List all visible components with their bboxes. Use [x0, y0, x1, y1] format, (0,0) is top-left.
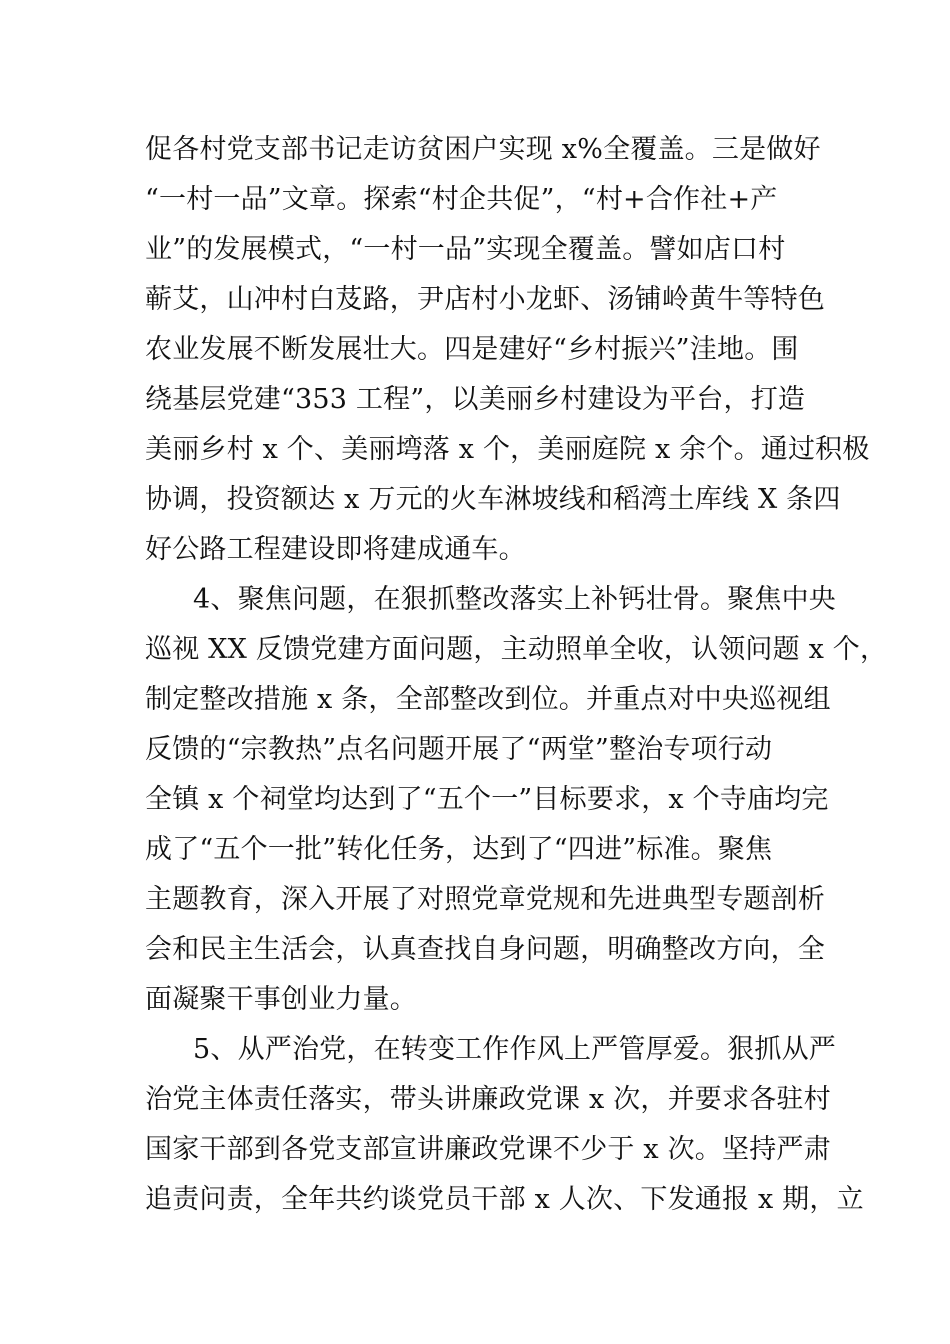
paragraph-5-first-line: 5、从严治党，在转变工作作风上严管厚爱。狠抓从严: [193, 1034, 836, 1065]
text-line: 业”的发展模式，“一村一品”实现全覆盖。譬如店口村: [145, 234, 786, 265]
text-line: 巡视 XX 反馈党建方面问题，主动照单全收，认领问题 x 个，: [145, 634, 888, 665]
text-line: “一村一品”文章。探索“村企共促”，“村+合作社+产: [145, 184, 778, 215]
text-line: 反馈的“宗教热”点名问题开展了“两堂”整治专项行动: [145, 734, 773, 765]
text-line: 全镇 x 个祠堂均达到了“五个一”目标要求，x 个寺庙均完: [145, 784, 829, 815]
text-line: 面凝聚干事创业力量。: [145, 984, 417, 1015]
text-line: 成了“五个一批”转化任务，达到了“四进”标准。聚焦: [145, 834, 773, 865]
text-line: 治党主体责任落实，带头讲廉政党课 x 次，并要求各驻村: [145, 1084, 831, 1115]
text-line: 主题教育，深入开展了对照党章党规和先进典型专题剖析: [145, 884, 825, 915]
text-line: 好公路工程建设即将建成通车。: [145, 534, 526, 565]
paragraph-4-first-line: 4、聚焦问题，在狠抓整改落实上补钙壮骨。聚焦中央: [193, 584, 836, 615]
text-line: 国家干部到各党支部宣讲廉政党课不少于 x 次。坚持严肃: [145, 1134, 831, 1165]
text-line: 会和民主生活会，认真查找自身问题，明确整改方向，全: [145, 934, 825, 965]
text-line: 蕲艾，山冲村白芨路，尹店村小龙虾、汤铺岭黄牛等特色: [145, 284, 825, 315]
text-line: 追责问责，全年共约谈党员干部 x 人次、下发通报 x 期，立: [145, 1184, 864, 1215]
text-line: 制定整改措施 x 条，全部整改到位。并重点对中央巡视组: [145, 684, 831, 715]
text-line: 美丽乡村 x 个、美丽塆落 x 个，美丽庭院 x 余个。通过积极: [145, 434, 870, 465]
text-line: 农业发展不断发展壮大。四是建好“乡村振兴”洼地。围: [145, 334, 799, 365]
text-line: 协调，投资额达 x 万元的火车淋坡线和稻湾土库线 X 条四: [145, 484, 841, 515]
text-line: 绕基层党建“353 工程”，以美丽乡村建设为平台，打造: [145, 384, 806, 415]
text-line: 促各村党支部书记走访贫困户实现 x%全覆盖。三是做好: [145, 134, 821, 165]
